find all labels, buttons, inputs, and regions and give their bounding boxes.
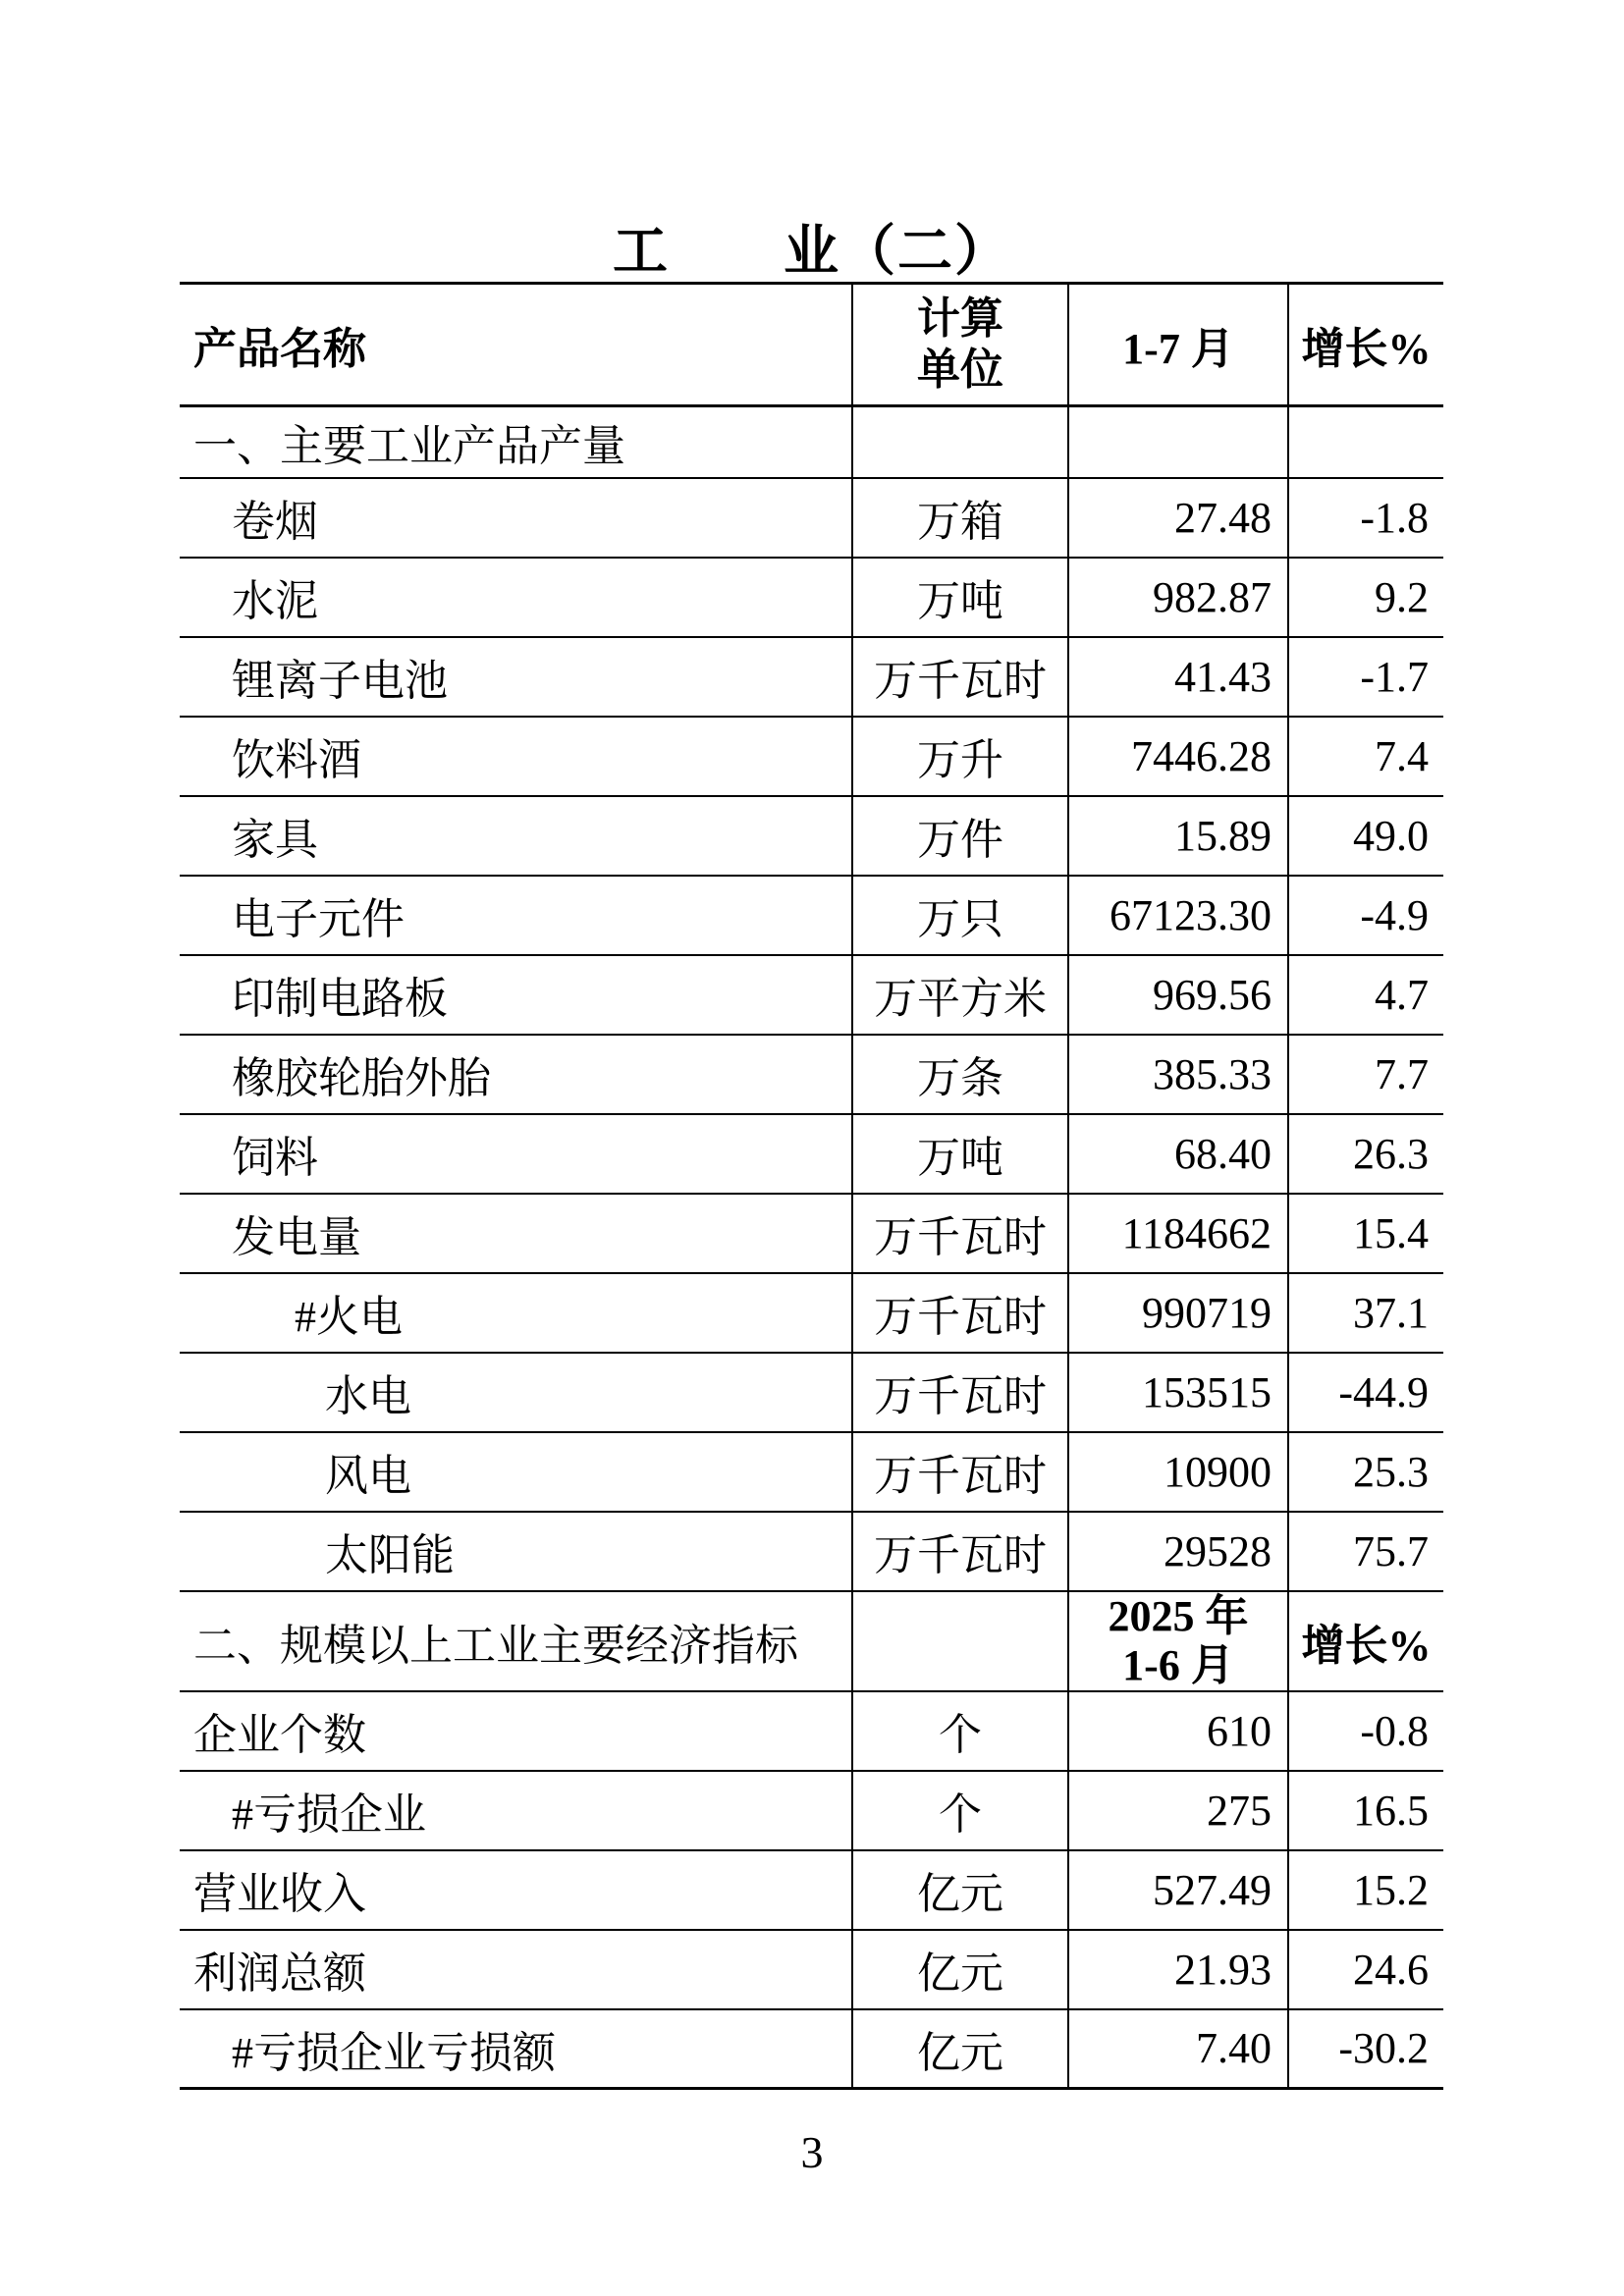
growth-cell: -1.7 [1288,637,1443,717]
value-cell: 275 [1068,1771,1288,1850]
unit-cell: 亿元 [852,2009,1068,2089]
column-header-unit [852,284,1068,406]
table-row [180,1353,1443,1432]
section-header-row [180,406,1443,478]
value-cell: 969.56 [1068,955,1288,1035]
growth-cell: 4.7 [1288,955,1443,1035]
value-cell: 7446.28 [1068,717,1288,796]
growth-cell: 75.7 [1288,1512,1443,1591]
value-cell: 68.40 [1068,1114,1288,1194]
product-name-cell: 橡胶轮胎外胎 [180,1035,852,1114]
growth-cell: 25.3 [1288,1432,1443,1512]
industry-statistics-table [180,282,1443,2090]
period-header-cell [1068,1591,1288,1691]
product-name-cell: #亏损企业亏损额 [180,2009,852,2089]
value-cell [1068,406,1288,478]
table-row [180,955,1443,1035]
value-cell: 10900 [1068,1432,1288,1512]
page-number: 3 [800,2127,824,2177]
unit-cell: 万平方米 [852,955,1068,1035]
unit-cell: 万只 [852,876,1068,955]
unit-cell: 个 [852,1691,1068,1771]
unit-cell: 万吨 [852,558,1068,637]
product-name-cell: 太阳能 [180,1512,852,1591]
unit-cell: 亿元 [852,1850,1068,1930]
column-header-period: 1-7 月 [1068,284,1288,406]
product-name-cell: 印制电路板 [180,955,852,1035]
growth-cell: 37.1 [1288,1273,1443,1353]
table-row [180,717,1443,796]
product-name-cell: 风电 [180,1432,852,1512]
growth-cell [1288,406,1443,478]
growth-cell: 24.6 [1288,1930,1443,2009]
product-name-cell: 饮料酒 [180,717,852,796]
table-row [180,1273,1443,1353]
column-header-unit-line2: 单位 [917,346,1003,394]
unit-cell: 万千瓦时 [852,1512,1068,1591]
table-row [180,1432,1443,1512]
unit-cell: 万千瓦时 [852,1273,1068,1353]
page-title: 工 业（二） [613,222,1011,283]
product-name-cell: 利润总额 [180,1930,852,2009]
value-cell: 21.93 [1068,1930,1288,2009]
growth-cell: -1.8 [1288,478,1443,558]
table-row [180,2009,1443,2089]
period-line1: 2025 年 [1108,1591,1249,1640]
value-cell: 41.43 [1068,637,1288,717]
unit-cell: 万条 [852,1035,1068,1114]
product-name-cell: 卷烟 [180,478,852,558]
product-name-cell: 饲料 [180,1114,852,1194]
table-row [180,1114,1443,1194]
growth-cell: 26.3 [1288,1114,1443,1194]
value-cell: 7.40 [1068,2009,1288,2089]
unit-cell: 亿元 [852,1930,1068,2009]
table-row [180,558,1443,637]
value-cell: 990719 [1068,1273,1288,1353]
product-name-cell: 水泥 [180,558,852,637]
table-row [180,1512,1443,1591]
value-cell: 982.87 [1068,558,1288,637]
table-row [180,1691,1443,1771]
column-header-product: 产品名称 [180,284,852,406]
unit-cell [852,1591,1068,1691]
growth-cell: -4.9 [1288,876,1443,955]
table-row [180,1194,1443,1273]
unit-cell: 万千瓦时 [852,1353,1068,1432]
value-cell: 15.89 [1068,796,1288,876]
column-header-growth: 增长% [1288,284,1443,406]
product-name-cell: 发电量 [180,1194,852,1273]
growth-cell: -44.9 [1288,1353,1443,1432]
table-row [180,1850,1443,1930]
product-name-cell: #火电 [180,1273,852,1353]
value-cell: 153515 [1068,1353,1288,1432]
value-cell: 27.48 [1068,478,1288,558]
product-name-cell: 电子元件 [180,876,852,955]
table-row [180,1035,1443,1114]
table-row [180,796,1443,876]
growth-cell: 9.2 [1288,558,1443,637]
value-cell: 29528 [1068,1512,1288,1591]
table-header-row [180,284,1443,406]
growth-cell: 15.4 [1288,1194,1443,1273]
growth-cell: -0.8 [1288,1691,1443,1771]
unit-cell: 万千瓦时 [852,1432,1068,1512]
unit-cell: 万千瓦时 [852,1194,1068,1273]
product-name-cell: 企业个数 [180,1691,852,1771]
table-row [180,1771,1443,1850]
product-name-cell: #亏损企业 [180,1771,852,1850]
unit-cell: 万箱 [852,478,1068,558]
value-cell: 527.49 [1068,1850,1288,1930]
unit-cell: 万千瓦时 [852,637,1068,717]
section-header-row [180,1591,1443,1691]
product-name-cell: 二、规模以上工业主要经济指标 [180,1591,852,1691]
growth-cell: -30.2 [1288,2009,1443,2089]
unit-cell [852,406,1068,478]
value-cell: 610 [1068,1691,1288,1771]
table-row [180,637,1443,717]
unit-cell: 万件 [852,796,1068,876]
unit-cell: 万吨 [852,1114,1068,1194]
period-line2: 1-6 月 [1122,1640,1234,1689]
growth-cell: 7.7 [1288,1035,1443,1114]
table-row [180,876,1443,955]
product-name-cell: 锂离子电池 [180,637,852,717]
table-row [180,478,1443,558]
growth-cell: 15.2 [1288,1850,1443,1930]
growth-cell: 16.5 [1288,1771,1443,1850]
unit-cell: 个 [852,1771,1068,1850]
unit-cell: 万升 [852,717,1068,796]
growth-cell: 7.4 [1288,717,1443,796]
growth-cell: 49.0 [1288,796,1443,876]
growth-header-cell: 增长% [1288,1591,1443,1691]
value-cell: 1184662 [1068,1194,1288,1273]
product-name-cell: 营业收入 [180,1850,852,1930]
value-cell: 67123.30 [1068,876,1288,955]
product-name-cell: 家具 [180,796,852,876]
column-header-unit-line1: 计算 [917,294,1003,343]
value-cell: 385.33 [1068,1035,1288,1114]
product-name-cell: 水电 [180,1353,852,1432]
product-name-cell: 一、主要工业产品产量 [180,406,852,478]
table-row [180,1930,1443,2009]
